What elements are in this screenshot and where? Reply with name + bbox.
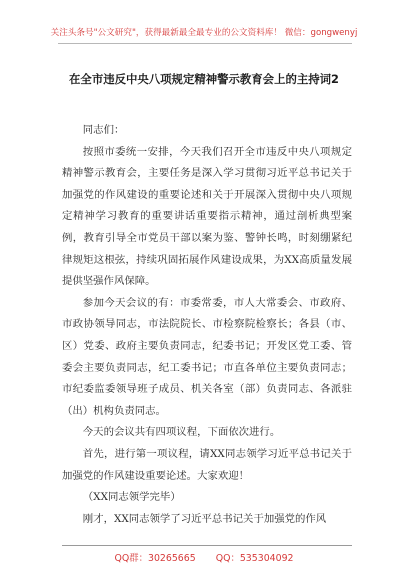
- paragraph-continuation: 刚才，XX同志领学了习近平总书记关于加强党的作风: [82, 512, 327, 525]
- paragraph-purpose: 按照市委统一安排，今天我们召开全市违反中央八项规定精神警示教育会，主要任务是深入学习贯彻习近平总书记关于加强党的作风建设的重要论述和关于开展深入贯彻中央八项规定精神学习教育的重要讲话重要指示精神，通过剖析典型案例，教育引导全市党员干部以案为鉴、警钟长鸣，时刻绷紧纪律规矩这根弦，持续巩固拓展作风建设成果，为XX高质量发展提供坚强作风保障。: [62, 145, 352, 288]
- paragraph-first-item: 首先，进行第一项议程，请XX同志领学习近平总书记关于加强党的作风建设重要论述。大家欢迎！: [62, 447, 352, 482]
- footer-qq-number: QQ：535304092: [215, 553, 294, 564]
- header-divider: [58, 43, 352, 44]
- paragraph-attendees: 参加今天会议的有：市委常委，市人大常委会、市政府、市政协领导同志，市法院院长、市检察院检察长；各县（市、区）党委、政府主要负责同志，纪委书记；开发区党工委、管委会主要负责同志，纪工委书记；市直各单位主要负责同志；市纪委监委领导班子成员、机关各室（部）负责同志、各派驻（出）机构负责同志。: [62, 296, 352, 417]
- document-body: [62, 120, 352, 530]
- footer-divider: [62, 545, 352, 546]
- footer-qq-group: QQ群：30265665: [114, 553, 196, 564]
- document-title: 在全市违反中央八项规定精神警示教育会上的主持词2: [69, 72, 339, 86]
- paragraph-greeting: 同志们：: [82, 124, 125, 136]
- header-promo-note: 关注头条号"公文研究"，获得最新最全最专业的公文资料库！ 微信：gongwenyj: [50, 28, 358, 38]
- paragraph-agenda: 今天的会议共有四项议程，下面依次进行。: [82, 426, 281, 439]
- paragraph-stage-note: （XX同志领学完毕）: [82, 491, 181, 504]
- footer-contact: [0, 550, 408, 564]
